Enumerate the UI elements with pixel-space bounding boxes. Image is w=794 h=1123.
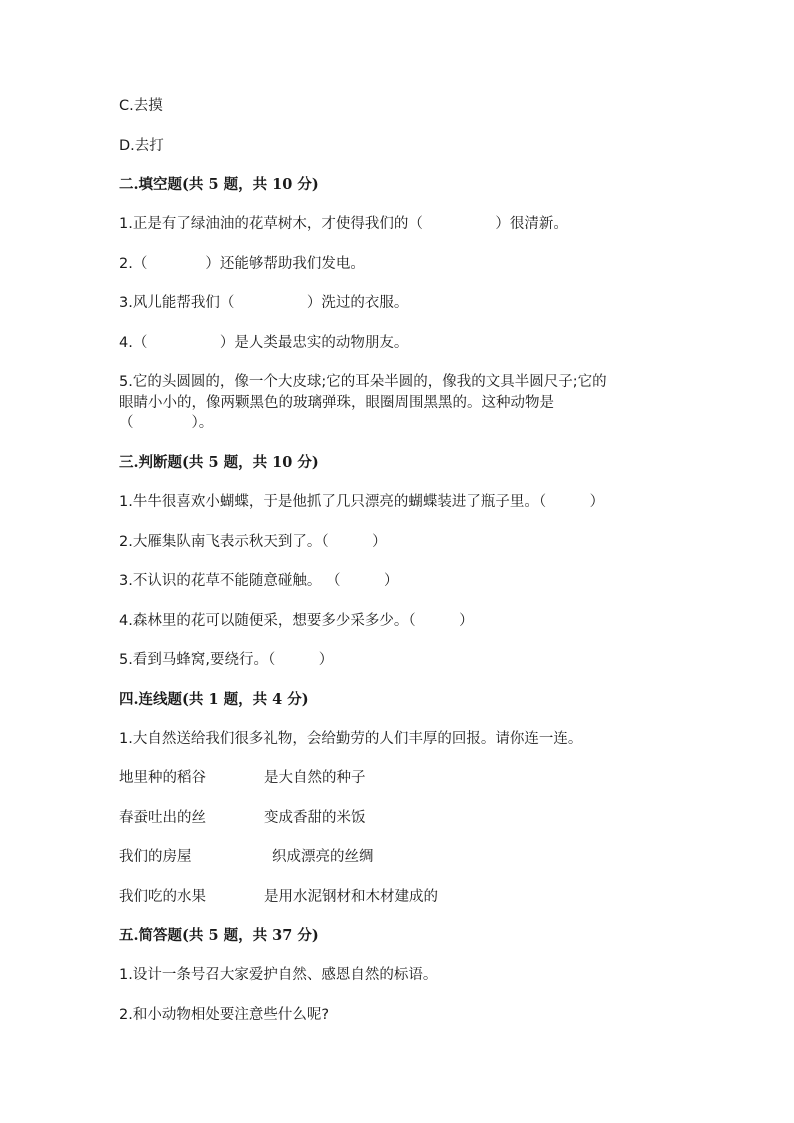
judge-question-2: 2.大雁集队南飞表示秋天到了。（ ） <box>119 534 387 550</box>
judge-question-5: 5.看到马蜂窝,要绕行。（ ） <box>119 652 334 668</box>
matching-left-item: 春蚕吐出的丝 <box>119 810 206 826</box>
fill-question-1: 1.正是有了绿油油的花草树木，才使得我们的（ ）很清新。 <box>119 216 568 232</box>
judge-question-3: 3.不认识的花草不能随意碰触。 （ ） <box>119 573 399 589</box>
matching-question-1: 1.大自然送给我们很多礼物，会给勤劳的人们丰厚的回报。请你连一连。 <box>119 731 583 747</box>
fill-question-5-line-1: 5.它的头圆圆的，像一个大皮球;它的耳朵半圆的，像我的文具半圆尺子;它的 <box>119 374 607 390</box>
option-c: C.去摸 <box>119 98 163 114</box>
fill-question-2: 2.（ ）还能够帮助我们发电。 <box>119 256 365 272</box>
matching-left-item: 我们的房屋 <box>119 849 192 865</box>
matching-right-item: 变成香甜的米饭 <box>264 810 366 826</box>
fill-question-4: 4.（ ）是人类最忠实的动物朋友。 <box>119 335 409 351</box>
judge-question-1: 1.牛牛很喜欢小蝴蝶，于是他抓了几只漂亮的蝴蝶装进了瓶子里。（ ） <box>119 494 605 510</box>
option-d: D.去打 <box>119 138 164 154</box>
matching-right-item: 织成漂亮的丝绸 <box>272 849 374 865</box>
section-heading-short-answer: 五.简答题(共 5 题，共 37 分) <box>119 927 319 944</box>
fill-question-5-line-3: （ ）。 <box>119 415 214 431</box>
matching-left-item: 我们吃的水果 <box>119 889 206 905</box>
section-heading-matching: 四.连线题(共 1 题，共 4 分) <box>119 691 309 708</box>
short-answer-question-1: 1.设计一条号召大家爱护自然、感恩自然的标语。 <box>119 967 438 983</box>
judge-question-4: 4.森林里的花可以随便采，想要多少采多少。（ ） <box>119 613 474 629</box>
matching-left-item: 地里种的稻谷 <box>119 770 206 786</box>
fill-question-3: 3.风儿能帮我们（ ）洗过的衣服。 <box>119 295 409 311</box>
fill-question-5-line-2: 眼睛小小的，像两颗黑色的玻璃弹珠，眼圈周围黑黑的。这种动物是 <box>119 395 554 411</box>
section-heading-judge: 三.判断题(共 5 题，共 10 分) <box>119 454 319 471</box>
matching-right-item: 是用水泥钢材和木材建成的 <box>264 889 438 905</box>
section-heading-fill-blank: 二.填空题(共 5 题，共 10 分) <box>119 176 319 193</box>
matching-right-item: 是大自然的种子 <box>264 770 366 786</box>
short-answer-question-2: 2.和小动物相处要注意些什么呢? <box>119 1007 330 1023</box>
